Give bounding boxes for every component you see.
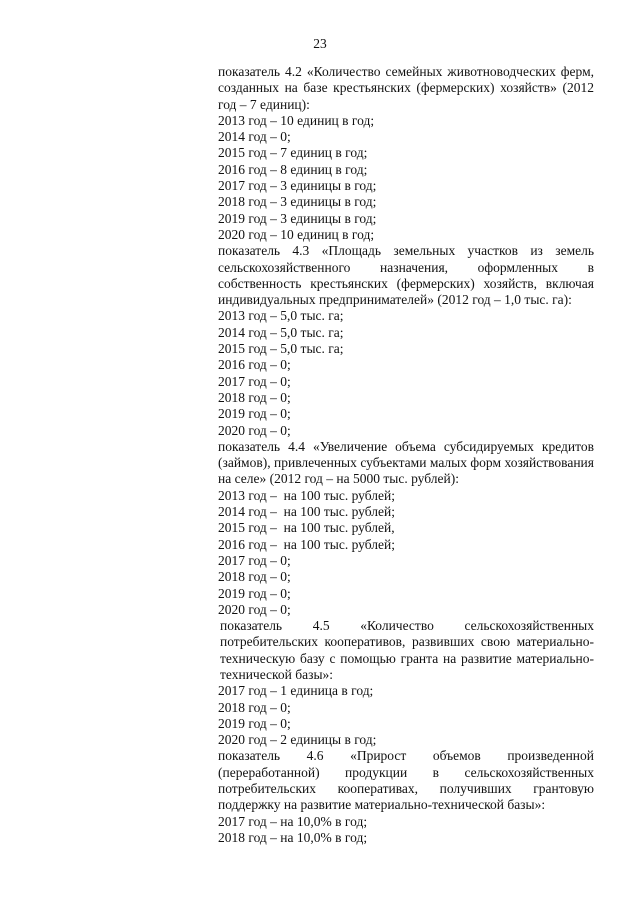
year-value-line: 2019 год – 0; bbox=[218, 715, 291, 731]
indicator-4-3 bbox=[218, 243, 594, 439]
year-value-line: 2018 год – 0; bbox=[218, 699, 291, 715]
year-value-line: 2015 год – 5,0 тыс. га; bbox=[218, 341, 344, 357]
indicator-4-2 bbox=[218, 64, 594, 243]
year-value-line: 2016 год – на 100 тыс. рублей; bbox=[218, 536, 395, 552]
year-value-line: 2019 год – 3 единицы в год; bbox=[218, 210, 377, 226]
year-value-line: 2019 год – 0; bbox=[218, 585, 291, 601]
year-value-line: 2018 год – 3 единицы в год; bbox=[218, 194, 377, 210]
year-value-line: 2020 год – 2 единицы в год; bbox=[218, 732, 377, 748]
year-value-line: 2020 год – 10 единиц в год; bbox=[218, 226, 375, 242]
year-value-line: 2017 год – 0; bbox=[218, 373, 291, 389]
year-value-line: 2013 год – на 100 тыс. рублей; bbox=[218, 487, 395, 503]
indicator-heading: показатель 4.5 «Количество сельскохозяйственных потребительских кооперативов, развивших свою материально-техническую базу с помощью гранта на развитие материально-технической базы»: bbox=[220, 618, 594, 682]
year-value-line: 2017 год – 0; bbox=[218, 552, 291, 568]
year-value-line: 2014 год – на 100 тыс. рублей; bbox=[218, 504, 395, 520]
year-value-line: 2017 год – 3 единицы в год; bbox=[218, 178, 377, 194]
year-value-line: 2019 год – 0; bbox=[218, 406, 291, 422]
indicator-heading: показатель 4.2 «Количество семейных животноводческих ферм, созданных на базе крестьянских (фермерских) хозяйств» (2012 год – 7 единиц): bbox=[218, 64, 594, 112]
year-value-line: 2018 год – 0; bbox=[218, 389, 291, 405]
document-body bbox=[218, 64, 594, 846]
indicator-4-5 bbox=[218, 618, 594, 748]
year-value-line: 2020 год – 0; bbox=[218, 422, 291, 438]
year-value-line: 2015 год – на 100 тыс. рублей, bbox=[218, 520, 395, 536]
year-value-line: 2018 год – на 10,0% в год; bbox=[218, 829, 368, 845]
indicator-heading: показатель 4.6 «Прирост объемов произведенной (переработанной) продукции в сельскохозяйственных потребительских кооперативах, получивших грантовую поддержку на развитие материально-технической базы»: bbox=[218, 748, 594, 813]
indicator-heading: показатель 4.4 «Увеличение объема субсидируемых кредитов (займов), привлеченных субъектами малых форм хозяйствования на селе» (2012 год – на 5000 тыс. рублей): bbox=[218, 438, 594, 487]
year-value-line: 2017 год – на 10,0% в год; bbox=[218, 813, 368, 829]
indicator-4-4 bbox=[218, 439, 594, 618]
year-value-line: 2020 год – 0; bbox=[218, 601, 291, 617]
year-value-line: 2013 год – 10 единиц в год; bbox=[218, 112, 375, 128]
year-value-line: 2018 год – 0; bbox=[218, 569, 291, 585]
indicator-heading: показатель 4.3 «Площадь земельных участков из земель сельскохозяйственного назначения, оформленных в собственность крестьянских (фермерских) хозяйств, включая индивидуальных предпринимателей» (2012 год – 1,0 тыс. га): bbox=[218, 243, 594, 308]
page-number: 23 bbox=[313, 36, 327, 51]
year-value-line: 2016 год – 0; bbox=[218, 357, 291, 373]
year-value-line: 2016 год – 8 единиц в год; bbox=[218, 161, 368, 177]
indicator-4-6 bbox=[218, 748, 594, 846]
year-value-line: 2013 год – 5,0 тыс. га; bbox=[218, 308, 344, 324]
year-value-line: 2017 год – 1 единица в год; bbox=[218, 683, 374, 699]
year-value-line: 2015 год – 7 единиц в год; bbox=[218, 145, 368, 161]
year-value-line: 2014 год – 5,0 тыс. га; bbox=[218, 324, 344, 340]
year-value-line: 2014 год – 0; bbox=[218, 129, 291, 145]
